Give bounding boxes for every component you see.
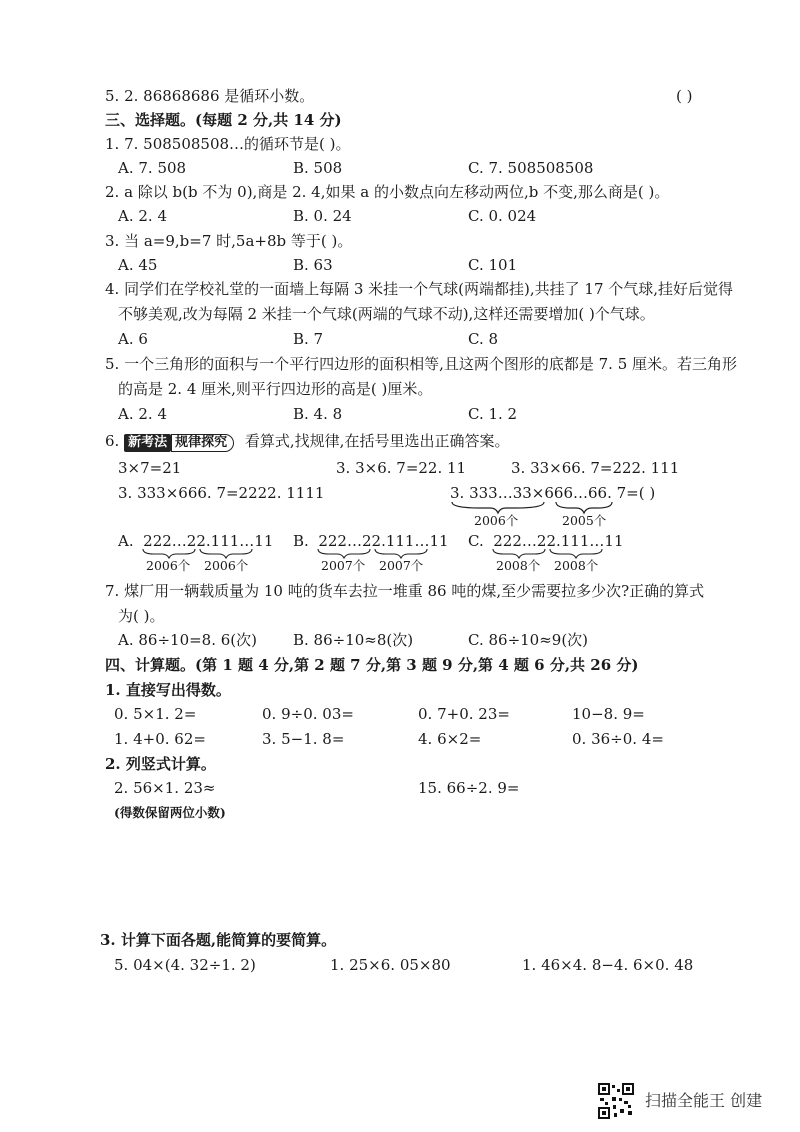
q3-option-a[interactable]: A. 45 (118, 256, 158, 274)
q6-stem: 看算式,找规律,在括号里选出正确答案。 (244, 432, 510, 450)
option-twos: 222…22 (143, 532, 206, 550)
simplify-calc-3[interactable]: 1. 46×4. 8−4. 6×0. 48 (522, 956, 694, 974)
section4-title: 四、计算题。(第 1 题 4 分,第 2 题 7 分,第 3 题 9 分,第 4 题 6 分,共 26 分) (105, 656, 639, 674)
q6-eq4: 3. 333×666. 7=2222. 1111 (118, 484, 325, 502)
q6-eq1: 3×7=21 (118, 459, 182, 477)
option-ones: 111…11 (560, 532, 624, 550)
q7-stem-line1: 7. 煤厂用一辆载质量为 10 吨的货车去拉一堆重 86 吨的煤,至少需要拉多少次?正确的算式 (105, 582, 705, 600)
option-twos: 222…22 (318, 532, 382, 550)
q2-option-a[interactable]: A. 2. 4 (118, 207, 167, 225)
q7-stem-line2: 为( )。 (118, 607, 165, 625)
q7-option-b[interactable]: B. 86÷10≈8(次) (293, 631, 414, 649)
q7-option-c[interactable]: C. 86÷10≈9(次) (468, 631, 589, 649)
section3-title: 三、选择题。(每题 2 分,共 14 分) (105, 111, 342, 129)
option-count: 2006个 (146, 558, 191, 573)
vertical-calc-1[interactable]: 2. 56×1. 23≈ (114, 779, 216, 797)
q1-stem: 1. 7. 508508508…的循环节是( )。 (105, 135, 351, 153)
vertical-calc-2[interactable]: 15. 66÷2. 9= (418, 779, 520, 797)
q6-header (105, 431, 509, 452)
times-sign: × (531, 484, 545, 502)
q5-option-c[interactable]: C. 1. 2 (468, 405, 518, 423)
option-ones: 111…11 (385, 532, 449, 550)
option-count: 2006个 (204, 558, 249, 573)
option-count: 2008个 (554, 558, 599, 573)
calc-item[interactable]: 10−8. 9= (572, 705, 645, 723)
q6-option-c[interactable]: C. 222…22.111…11 (468, 532, 624, 550)
q6-eq5-tail: . 7=( ) (607, 484, 656, 502)
q6-count-left: 2006个 (474, 513, 519, 528)
option-count: 2007个 (379, 558, 424, 573)
q5-option-a[interactable]: A. 2. 4 (118, 405, 167, 423)
q6-count-right: 2005个 (562, 513, 607, 528)
option-ones: 111…11 (210, 532, 274, 550)
p1-title: 1. 直接写出得数。 (105, 681, 231, 699)
q6-eq5 (450, 483, 655, 503)
q6-option-b[interactable]: B. 222…22.111…11 (293, 532, 449, 550)
q5-option-b[interactable]: B. 4. 8 (293, 405, 343, 423)
q6-option-a[interactable]: A. 222…22.111…11 (118, 532, 274, 550)
q3-option-c[interactable]: C. 101 (468, 256, 518, 274)
q6-eq5-right: 666…66 (544, 484, 608, 502)
calc-item[interactable]: 0. 9÷0. 03= (262, 705, 354, 723)
new-exam-badge: 新考法 (124, 434, 171, 452)
q3-stem: 3. 当 a=9,b=7 时,5a+8b 等于( )。 (105, 232, 353, 250)
option-count: 2007个 (321, 558, 366, 573)
q4-option-b[interactable]: B. 7 (293, 330, 324, 348)
scanner-watermark: 扫描全能王 创建 (645, 1091, 763, 1110)
calc-item[interactable]: 0. 5×1. 2= (114, 705, 197, 723)
p2-title: 2. 列竖式计算。 (105, 755, 216, 773)
pattern-badge: 规律探究 (171, 434, 234, 452)
p3-title: 3. 计算下面各题,能简算的要简算。 (100, 931, 337, 949)
q6-eq2: 3. 3×6. 7=22. 11 (336, 459, 467, 477)
calc-item[interactable]: 0. 7+0. 23= (418, 705, 510, 723)
option-twos: 222…22 (493, 532, 556, 550)
q2-option-c[interactable]: C. 0. 024 (468, 207, 537, 225)
judge-q5: 5. 2. 86868686 是循环小数。 (105, 87, 315, 105)
q5-stem-line2: 的高是 2. 4 厘米,则平行四边形的高是( )厘米。 (118, 380, 433, 398)
q7-option-a[interactable]: A. 86÷10=8. 6(次) (118, 631, 258, 649)
option-letter: C. (468, 532, 484, 550)
option-letter: A. (118, 532, 134, 550)
q6-number: 6. (105, 432, 120, 450)
simplify-calc-2[interactable]: 1. 25×6. 05×80 (330, 956, 451, 974)
simplify-calc-1[interactable]: 5. 04×(4. 32÷1. 2) (114, 956, 256, 974)
q4-option-c[interactable]: C. 8 (468, 330, 499, 348)
q1-option-b[interactable]: B. 508 (293, 159, 343, 177)
calc-item[interactable]: 3. 5−1. 8= (262, 730, 345, 748)
q5-stem-line1: 5. 一个三角形的面积与一个平行四边形的面积相等,且这两个图形的底都是 7. 5 厘米。若三角形 (105, 355, 738, 373)
q6-eq3: 3. 33×66. 7=222. 111 (511, 459, 680, 477)
calc-item[interactable]: 1. 4+0. 62= (114, 730, 206, 748)
q4-stem-line1: 4. 同学们在学校礼堂的一面墙上每隔 3 米挂一个气球(两端都挂),共挂了 17 个气球,挂好后觉得 (105, 280, 734, 298)
qr-code-icon (598, 1083, 634, 1119)
option-letter: B. (293, 532, 309, 550)
p2-note: (得数保留两位小数) (114, 805, 226, 820)
q2-option-b[interactable]: B. 0. 24 (293, 207, 352, 225)
calc-item[interactable]: 0. 36÷0. 4= (572, 730, 664, 748)
q4-stem-line2: 不够美观,改为每隔 2 米挂一个气球(两端的气球不动),这样还需要增加( )个气球。 (118, 305, 655, 323)
option-count: 2008个 (496, 558, 541, 573)
q6-eq5-left: 3. 333…33 (450, 484, 532, 502)
answer-paren[interactable]: ( ) (676, 87, 693, 105)
q4-option-a[interactable]: A. 6 (118, 330, 148, 348)
q1-option-c[interactable]: C. 7. 508508508 (468, 159, 594, 177)
calc-item[interactable]: 4. 6×2= (418, 730, 482, 748)
q3-option-b[interactable]: B. 63 (293, 256, 333, 274)
q2-stem: 2. a 除以 b(b 不为 0),商是 2. 4,如果 a 的小数点向左移动两位,b 不变,那么商是( )。 (105, 183, 670, 201)
q1-option-a[interactable]: A. 7. 508 (118, 159, 187, 177)
